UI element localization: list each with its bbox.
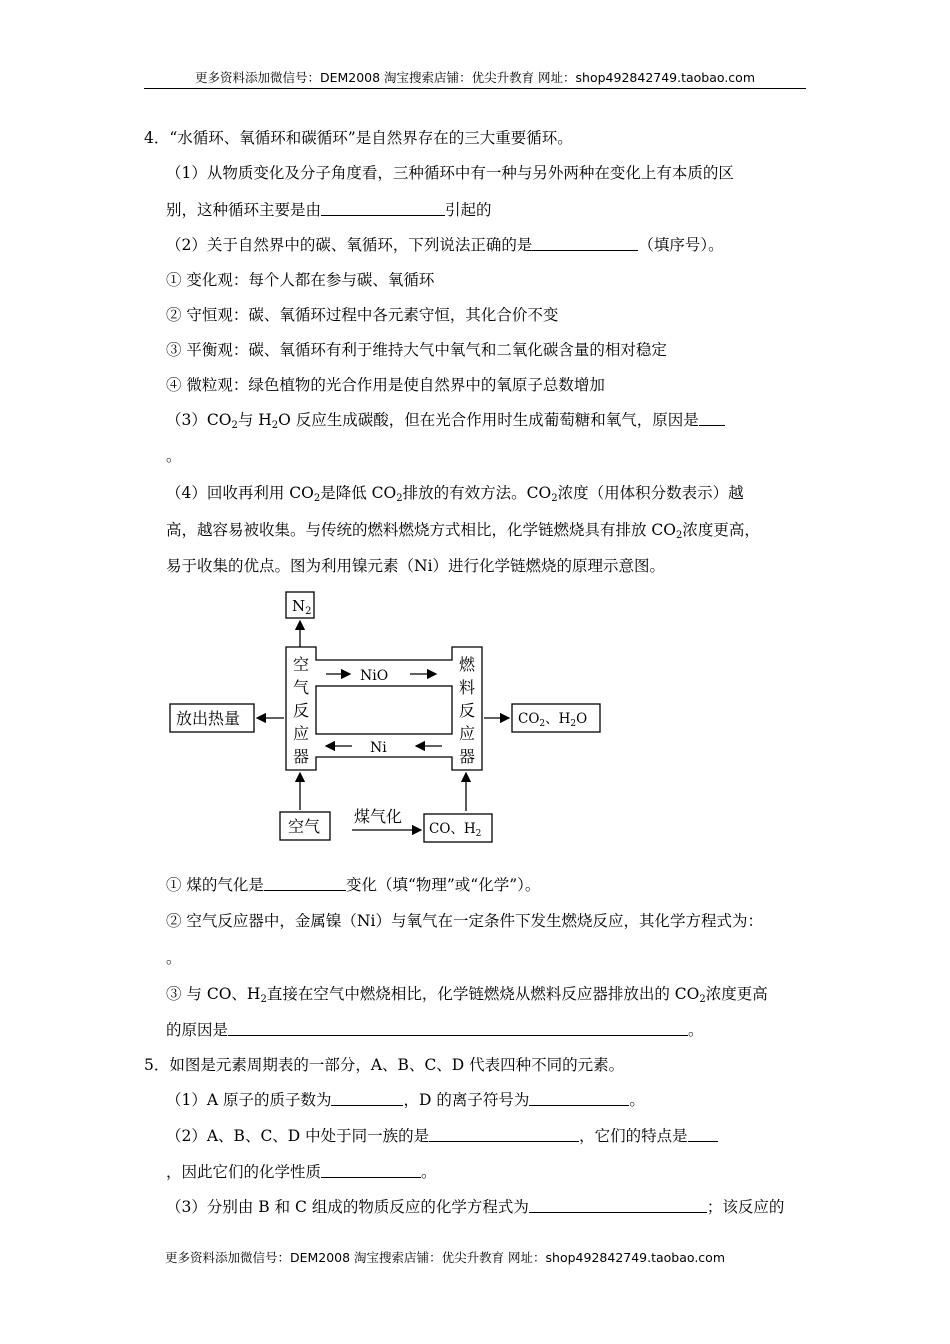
- q4-p1-line1: （1）从物质变化及分子角度看，三种循环中有一种与另外两种在变化上有本质的区: [166, 164, 734, 182]
- subscript: 2: [231, 420, 238, 431]
- answer-blank[interactable]: [228, 1020, 688, 1036]
- air-reactor-char: 器: [293, 747, 310, 766]
- subscript: 2: [699, 994, 706, 1005]
- q5-p2-text: （2）A、B、C、D 中处于同一族的是: [166, 1127, 430, 1145]
- subscript: 2: [676, 530, 683, 541]
- air-reactor-char: 气: [293, 678, 310, 697]
- q4-p3-text: （3）CO: [166, 411, 232, 429]
- answer-blank[interactable]: [321, 1162, 421, 1178]
- answer-blank[interactable]: [331, 1090, 403, 1106]
- q5-p1: [166, 1090, 645, 1110]
- q5-p1-text: （1）A 原子的质子数为: [166, 1091, 332, 1109]
- q4-s3-text: 浓度更高: [705, 985, 768, 1003]
- subscript: 2: [396, 493, 403, 504]
- fuel-reactor-char: 器: [459, 747, 476, 766]
- page-footer: 更多资料添加微信号：DEM2008 淘宝搜索店铺：优尖升教育 网址：shop492842749.taobao.com: [164, 1250, 726, 1265]
- reactor-loop-inner: [316, 686, 452, 734]
- coal-gasification-label: 煤气化: [354, 807, 403, 826]
- q4-p4-text: 排放的有效方法。CO: [402, 484, 552, 502]
- q5-p2-line1: [166, 1126, 718, 1146]
- q4-p4-line2: [166, 520, 760, 540]
- answer-blank[interactable]: [429, 1126, 579, 1142]
- header-divider: [144, 88, 806, 89]
- air-reactor-char: 反: [293, 701, 310, 720]
- air-reactor-char: 空: [293, 655, 310, 674]
- q4-p3: [166, 410, 806, 430]
- fuel-reactor-char: 反: [459, 701, 476, 720]
- q4-option-4: ④ 微粒观：绿色植物的光合作用是使自然界中的氧原子总数增加: [166, 376, 605, 394]
- subscript: 2: [551, 493, 558, 504]
- fuel-reactor-char: 应: [459, 724, 476, 743]
- answer-blank[interactable]: [264, 875, 346, 891]
- q5-p2-text: ，因此它们的化学性质: [166, 1163, 322, 1181]
- answer-blank[interactable]: [699, 410, 725, 426]
- q4-stem: 4．“水循环、氧循环和碳循环”是自然界存在的三大重要循环。: [144, 129, 573, 147]
- answer-blank[interactable]: [529, 1197, 707, 1213]
- q4-p2-text-end: （填序号）。: [638, 236, 724, 254]
- q4-p1-line2: [166, 200, 492, 220]
- chemical-looping-diagram: [166, 590, 606, 845]
- answer-blank[interactable]: [321, 200, 445, 216]
- q4-p3-text: 与 H: [237, 411, 272, 429]
- q4-p4-text: 高，越容易被收集。与传统的燃料燃烧方式相比，化学链燃烧具有排放 CO: [166, 521, 676, 539]
- q5-p2-text: ，它们的特点是: [579, 1127, 688, 1145]
- q4-s2-end: 。: [166, 949, 182, 967]
- q4-s3-text: 直接在空气中燃烧相比，化学链燃烧从燃料反应器排放出的 CO: [266, 985, 700, 1003]
- n2-label: $N_2$: [292, 597, 312, 617]
- q4-p3-end: 。: [166, 447, 182, 465]
- q5-stem: 5．如图是元素周期表的一部分，A、B、C、D 代表四种不同的元素。: [144, 1056, 625, 1074]
- q5-p1-text: ，D 的离子符号为: [403, 1091, 530, 1109]
- q4-p2-text: （2）关于自然界中的碳、氧循环，下列说法正确的是: [166, 236, 533, 254]
- co2-h2o-label: $CO_2$、$H_2O$: [518, 711, 588, 729]
- nio-label: NiO: [360, 668, 389, 684]
- q5-p2-line2: [166, 1162, 437, 1182]
- q4-option-1: ① 变化观：每个人都在参与碳、氧循环: [166, 271, 435, 289]
- q4-p4-text: 浓度（用体积分数表示）越: [557, 484, 744, 502]
- q4-p4-text: 浓度更高，: [682, 521, 760, 539]
- co-h2-label: CO、$H_2$: [429, 821, 482, 839]
- q4-p1-text: 别，这种循环主要是由: [166, 201, 322, 219]
- q5-p3-text-end: ；该反应的: [706, 1198, 785, 1216]
- subscript: 2: [260, 994, 267, 1005]
- q4-p4-line1: [166, 483, 744, 503]
- answer-blank[interactable]: [529, 1090, 629, 1106]
- q4-s3-line2: [166, 1020, 704, 1040]
- q4-p3-text: O 反应生成碳酸，但在光合作用时生成葡萄糖和氧气，原因是: [278, 411, 699, 429]
- air-label: 空气: [288, 817, 321, 836]
- q4-s1: [166, 875, 540, 895]
- page-header: 更多资料添加微信号：DEM2008 淘宝搜索店铺：优尖升教育 网址：shop492842749.taobao.com: [194, 70, 756, 85]
- q4-p2: [166, 235, 724, 255]
- q5-p3: [166, 1197, 784, 1217]
- ni-label: Ni: [370, 740, 387, 756]
- subscript: 2: [271, 420, 279, 431]
- q4-s1-text: ① 煤的气化是: [166, 876, 264, 894]
- q4-p4-line3: 易于收集的优点。图为利用镍元素（Ni）进行化学链燃烧的原理示意图。: [166, 557, 666, 575]
- q5-p2-text-end: 。: [421, 1163, 437, 1181]
- q4-s3-text: ③ 与 CO、H: [166, 985, 261, 1003]
- q4-s3-text: 的原因是: [166, 1021, 229, 1039]
- air-reactor-char: 应: [293, 724, 310, 743]
- q4-p4-text: 是降低 CO: [320, 484, 397, 502]
- q4-s3-text-end: 。: [688, 1021, 704, 1039]
- q4-p1-text-end: 引起的: [445, 201, 492, 219]
- q4-s2: ② 空气反应器中，金属镍（Ni）与氧气在一定条件下发生燃烧反应，其化学方程式为：: [166, 912, 763, 930]
- q4-p4-text: （4）回收再利用 CO: [166, 484, 314, 502]
- q4-option-2: ② 守恒观：碳、氧循环过程中各元素守恒，其化合价不变: [166, 306, 559, 324]
- q4-option-3: ③ 平衡观：碳、氧循环有利于维持大气中氧气和二氧化碳含量的相对稳定: [166, 341, 667, 359]
- q4-s1-text-end: 变化（填“物理”或“化学”）。: [345, 876, 541, 894]
- q5-p1-text-end: 。: [629, 1091, 645, 1109]
- heat-label: 放出热量: [176, 709, 241, 728]
- answer-blank[interactable]: [532, 235, 638, 251]
- q5-p3-text: （3）分别由 B 和 C 组成的物质反应的化学方程式为: [166, 1198, 529, 1216]
- answer-blank[interactable]: [688, 1126, 718, 1142]
- subscript: 2: [313, 493, 321, 504]
- q4-s3-line1: [166, 984, 768, 1004]
- fuel-reactor-char: 料: [459, 678, 476, 697]
- fuel-reactor-char: 燃: [459, 655, 476, 674]
